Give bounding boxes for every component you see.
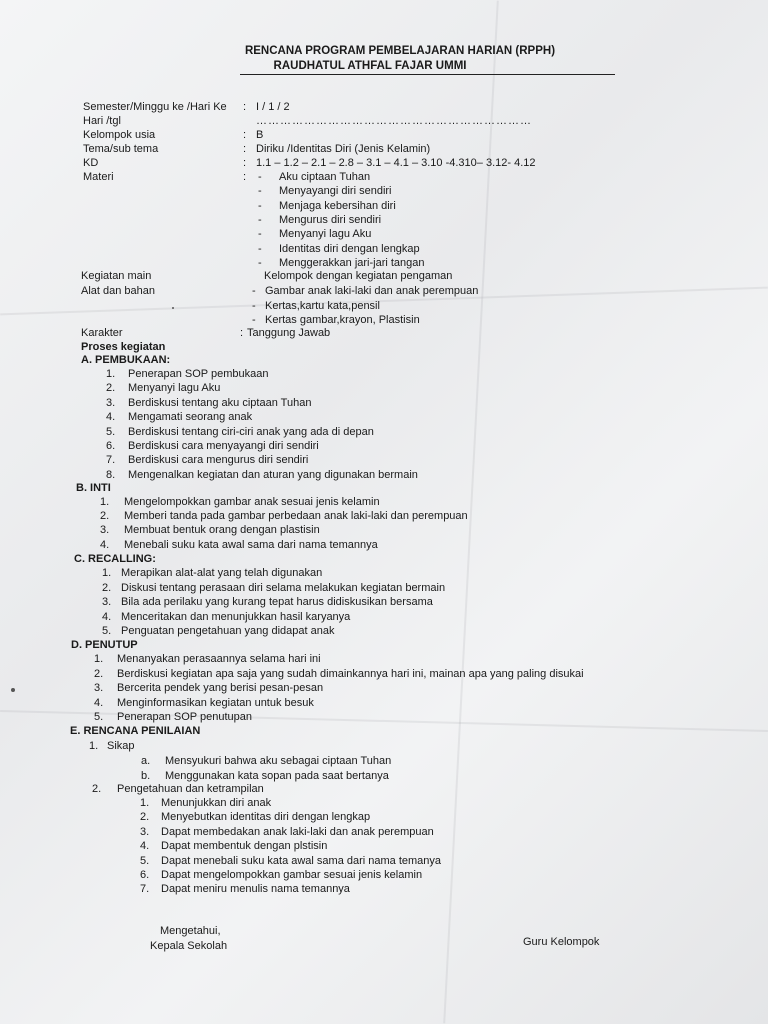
item-number: 6. xyxy=(140,869,150,881)
field-colon: : xyxy=(243,143,247,155)
item-number: 3. xyxy=(140,825,150,838)
section-item: Membuat bentuk orang dengan plastisin xyxy=(124,524,320,537)
item-number: 1. xyxy=(94,653,104,665)
list-dash: - xyxy=(258,228,262,241)
peng-item: Menunjukkan diri anak xyxy=(161,797,272,809)
item-number: 6. xyxy=(106,440,116,452)
alat-label: Alat dan bahan xyxy=(81,285,156,297)
peng-item: Dapat membentuk dengan plstisin xyxy=(161,840,328,853)
field-label: Hari /tgl xyxy=(83,115,121,127)
alat-item: Gambar anak laki-laki dan anak perempuan xyxy=(265,285,479,297)
materi-item: Menyanyi lagu Aku xyxy=(279,228,372,241)
sikap-item: Mensyukuri bahwa aku sebagai ciptaan Tuhan xyxy=(165,755,392,767)
item-number: 2. xyxy=(140,811,150,824)
alat-item: Kertas gambar,krayon, Plastisin xyxy=(265,314,420,326)
list-dash: - xyxy=(258,185,262,198)
section-item: Mengamati seorang anak xyxy=(128,411,253,424)
item-number: 1. xyxy=(102,567,112,579)
field-colon: : xyxy=(243,129,247,141)
section-item: Bila ada perilaku yang kurang tepat harus didiskusikan bersama xyxy=(121,596,433,609)
section-item: Mengenalkan kegiatan dan aturan yang digunakan bermain xyxy=(128,468,418,481)
materi-item: Mengurus diri sendiri xyxy=(279,213,382,226)
speck xyxy=(11,688,15,692)
section-item: Menceritakan dan menunjukkan hasil karyanya xyxy=(121,610,351,623)
section-item: Penguatan pengetahuan yang didapat anak xyxy=(121,625,335,638)
item-number: 5. xyxy=(140,854,150,867)
section-heading: B. INTI xyxy=(76,482,111,494)
penilaian-heading: E. RENCANA PENILAIAN xyxy=(70,725,201,737)
item-number: 1. xyxy=(106,368,116,380)
field-value: B xyxy=(256,129,264,141)
doc-subtitle: RAUDHATUL ATHFAL FAJAR UMMI xyxy=(273,60,467,72)
item-number: 1. xyxy=(100,496,110,508)
sign-guru-kelompok: Guru Kelompok xyxy=(523,936,600,948)
section-item: Penerapan SOP penutupan xyxy=(117,711,252,724)
peng-item: Dapat mengelompokkan gambar sesuai jenis kelamin xyxy=(161,869,423,881)
materi-item: Menyayangi diri sendiri xyxy=(279,185,392,198)
item-number: 2. xyxy=(92,783,102,795)
section-item: Mengelompokkan gambar anak sesuai jenis kelamin xyxy=(124,496,380,508)
peng-item: Dapat membedakan anak laki-laki dan anak perempuan xyxy=(161,825,434,838)
item-number: 4. xyxy=(140,840,150,853)
materi-item: Identitas diri dengan lengkap xyxy=(279,242,420,255)
list-dash: - xyxy=(258,199,262,212)
section-item: Menginformasikan kegiatan untuk besuk xyxy=(117,696,314,709)
kegiatan-label: Kegiatan main xyxy=(81,270,152,282)
sign-kepala-sekolah: Kepala Sekolah xyxy=(150,940,228,952)
item-number: 5. xyxy=(106,425,116,438)
section-item: Berdiskusi kegiatan apa saja yang sudah dimainkannya hari ini, mainan apa yang paling disukai xyxy=(117,667,584,680)
item-number: 4. xyxy=(94,696,104,709)
section-item: Berdiskusi tentang aku ciptaan Tuhan xyxy=(128,396,312,409)
speck xyxy=(172,307,174,309)
alat-item: Kertas,kartu kata,pensil xyxy=(265,299,380,312)
title-rule xyxy=(240,74,615,75)
item-number: 5. xyxy=(94,711,104,724)
item-number: 7. xyxy=(140,883,150,896)
item-number: 8. xyxy=(106,468,116,481)
item-number: 3. xyxy=(102,596,112,609)
field-value: I / 1 / 2 xyxy=(256,101,290,113)
peng-item: Dapat menebali suku kata awal sama dari nama temanya xyxy=(161,854,442,867)
list-dash: - xyxy=(252,285,256,297)
section-item: Penerapan SOP pembukaan xyxy=(128,368,269,380)
item-number: 4. xyxy=(100,538,110,551)
materi-label: Materi xyxy=(83,171,114,183)
section-item: Berdiskusi cara mengurus diri sendiri xyxy=(128,454,309,467)
field-colon: : xyxy=(240,327,244,339)
list-dash: - xyxy=(258,213,262,226)
item-number: 3. xyxy=(106,396,116,409)
field-label: Tema/sub tema xyxy=(83,143,159,155)
item-number: 3. xyxy=(100,524,110,537)
field-colon: : xyxy=(243,157,247,169)
field-value: …………………………………………………………… xyxy=(256,115,532,127)
peng-item: Menyebutkan identitas diri dengan lengkap xyxy=(161,811,371,824)
proses-label: Proses kegiatan xyxy=(81,341,166,353)
materi-item: Aku ciptaan Tuhan xyxy=(279,171,371,183)
sikap-label: Sikap xyxy=(107,740,135,752)
kegiatan-value: Kelompok dengan kegiatan pengaman xyxy=(264,270,453,282)
section-item: Bercerita pendek yang berisi pesan-pesan xyxy=(117,682,324,695)
field-value: 1.1 – 1.2 – 2.1 – 2.8 – 3.1 – 4.1 – 3.10 -4.310– 3.12- 4.12 xyxy=(256,157,536,169)
doc-title: RENCANA PROGRAM PEMBELAJARAN HARIAN (RPPH) xyxy=(244,45,556,57)
item-number: 3. xyxy=(94,682,104,695)
karakter-value: Tanggung Jawab xyxy=(247,327,331,339)
item-number: 1. xyxy=(140,797,150,809)
list-dash: - xyxy=(252,299,256,312)
list-dash: - xyxy=(258,171,262,183)
field-label: Semester/Minggu ke /Hari Ke xyxy=(83,101,227,113)
section-heading: D. PENUTUP xyxy=(71,639,138,651)
section-item: Memberi tanda pada gambar perbedaan anak laki-laki dan perempuan xyxy=(124,510,468,523)
field-label: Kelompok usia xyxy=(83,129,156,141)
section-item: Diskusi tentang perasaan diri selama melakukan kegiatan bermain xyxy=(121,581,446,594)
field-colon: : xyxy=(243,171,247,183)
karakter-label: Karakter xyxy=(81,327,123,339)
section-item: Merapikan alat-alat yang telah digunakan xyxy=(121,567,323,579)
item-number: 2. xyxy=(102,581,112,594)
item-number: 1. xyxy=(89,740,99,752)
list-dash: - xyxy=(258,256,262,269)
item-number: 2. xyxy=(100,510,110,523)
field-label: KD xyxy=(83,157,99,169)
section-item: Berdiskusi tentang ciri-ciri anak yang ada di depan xyxy=(128,425,374,438)
section-item: Menyanyi lagu Aku xyxy=(128,382,221,395)
sikap-letter: a. xyxy=(141,755,151,767)
item-number: 4. xyxy=(106,411,116,424)
field-value: Diriku /Identitas Diri (Jenis Kelamin) xyxy=(256,143,431,155)
section-item: Berdiskusi cara menyayangi diri sendiri xyxy=(128,440,319,452)
sikap-item: Menggunakan kata sopan pada saat bertanya xyxy=(165,769,389,782)
section-item: Menebali suku kata awal sama dari nama temannya xyxy=(124,538,378,551)
materi-item: Menggerakkan jari-jari tangan xyxy=(279,256,425,269)
sikap-letter: b. xyxy=(141,769,151,782)
item-number: 2. xyxy=(106,382,116,395)
sign-mengetahui: Mengetahui, xyxy=(160,925,221,937)
section-heading: C. RECALLING: xyxy=(74,553,156,565)
item-number: 5. xyxy=(102,625,112,638)
field-colon: : xyxy=(243,101,247,113)
materi-item: Menjaga kebersihan diri xyxy=(279,199,396,212)
peng-label: Pengetahuan dan ketrampilan xyxy=(117,783,264,795)
list-dash: - xyxy=(252,314,256,326)
item-number: 4. xyxy=(102,610,112,623)
list-dash: - xyxy=(258,242,262,255)
section-heading: A. PEMBUKAAN: xyxy=(81,354,171,366)
peng-item: Dapat meniru menulis nama temannya xyxy=(161,883,350,896)
item-number: 2. xyxy=(94,667,104,680)
section-item: Menanyakan perasaannya selama hari ini xyxy=(117,653,321,665)
item-number: 7. xyxy=(106,454,116,467)
